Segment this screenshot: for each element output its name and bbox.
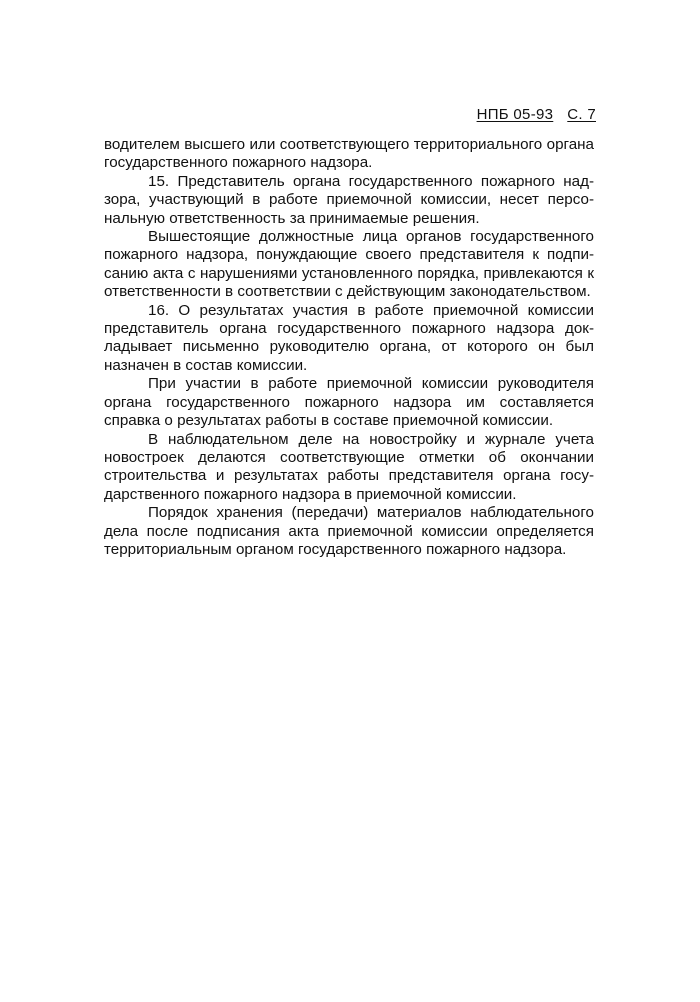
- paragraph-continuation: водителем высшего или соответствующего территориального органа государственного пожарного надзора.: [104, 136, 594, 172]
- page-number: С. 7: [567, 106, 596, 123]
- page-header: [477, 106, 596, 123]
- paragraph-item-16: 16. О результатах участия в работе приемочной комиссии представитель органа государственного пожарного надзора докладывает письменно руководителю органа, от которого он был назначен в состав комиссии.: [104, 301, 594, 374]
- document-body: [104, 136, 594, 559]
- document-code: НПБ 05-93: [476, 106, 554, 123]
- paragraph-observation-file: В наблюдательном деле на новостройку и журнале учета новостроек делаются соответствующие отметки об окончании строительства и результатах работы представителя органа государственного пожарного надзора в приемочной комиссии.: [104, 430, 594, 503]
- paragraph-superior-officials: Вышестоящие должностные лица органов государственного пожарного надзора, понуждающие своего представителя к подписанию акта с нарушениями установленного порядка, привлекаются к ответственности в соответствии с действующим законодательством.: [104, 228, 594, 301]
- paragraph-storage-order: Порядок хранения (передачи) материалов наблюдательного дела после подписания акта приемочной комиссии определяется территориальным органом государственного пожарного надзора.: [104, 504, 594, 558]
- paragraph-head-participation: При участии в работе приемочной комиссии руководителя органа государственного пожарного надзора им составляется справка о результатах работы в составе приемочной комиссии.: [104, 375, 594, 430]
- paragraph-item-15: 15. Представитель органа государственного пожарного надзора, участвующий в работе приемочной комиссии, несет персональную ответственность за принимаемые решения.: [104, 172, 594, 227]
